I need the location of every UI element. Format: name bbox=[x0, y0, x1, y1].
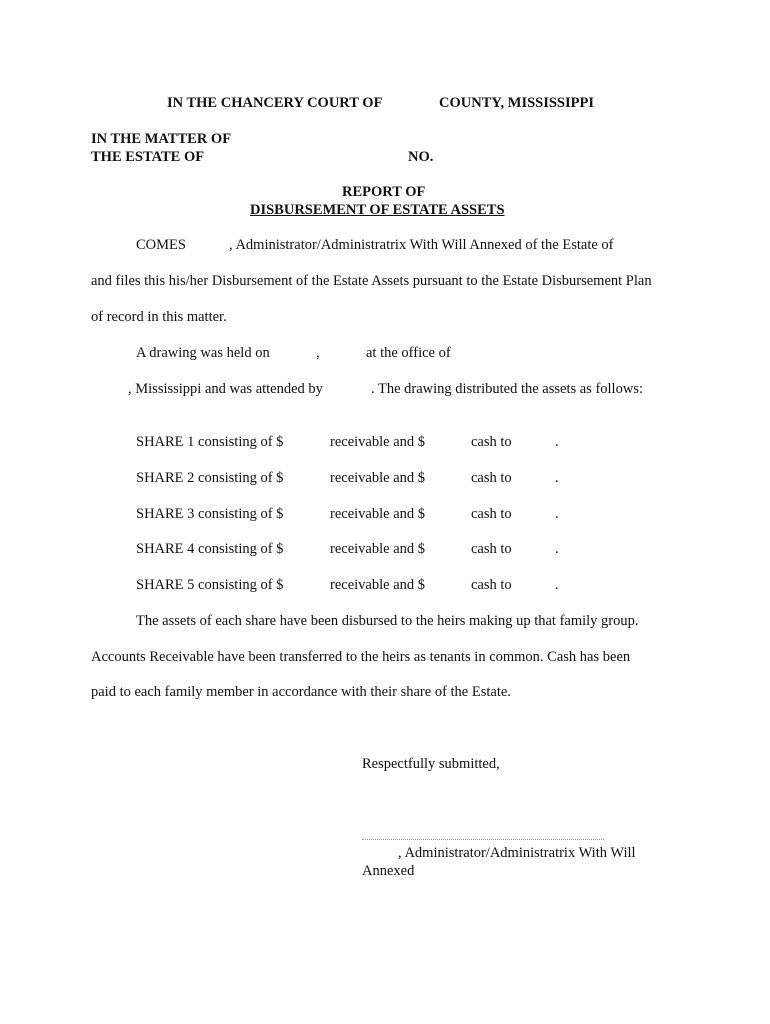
share-label: SHARE 4 consisting of $ bbox=[136, 541, 284, 557]
matter-line-2: THE ESTATE OF bbox=[91, 149, 205, 165]
share-cash: cash to bbox=[471, 434, 512, 450]
share-cash: cash to bbox=[471, 577, 512, 593]
share-end: . bbox=[555, 434, 559, 450]
share-receivable: receivable and $ bbox=[330, 577, 426, 593]
mississippi-attended-text: , Mississippi and was attended by bbox=[128, 381, 323, 397]
comes-word: COMES bbox=[136, 237, 186, 253]
body-line-2: and files this his/her Disbursement of the Estate Assets pursuant to the Estate Disbursement Plan bbox=[91, 273, 652, 289]
share-cash: cash to bbox=[471, 470, 512, 486]
court-name-prefix: IN THE CHANCERY COURT OF bbox=[167, 95, 383, 111]
respectfully-submitted: Respectfully submitted, bbox=[362, 756, 500, 772]
signature-line bbox=[362, 839, 604, 840]
drawing-held-text: A drawing was held on bbox=[136, 345, 270, 361]
court-county-suffix: COUNTY, MISSISSIPPI bbox=[439, 95, 594, 111]
case-number-label: NO. bbox=[408, 149, 434, 165]
share-label: SHARE 3 consisting of $ bbox=[136, 506, 284, 522]
comes-rest: , Administrator/Administratrix With Will Annexed of the Estate of bbox=[229, 237, 614, 253]
share-end: . bbox=[555, 541, 559, 557]
closing-line-3: paid to each family member in accordance with their share of the Estate. bbox=[91, 684, 511, 700]
share-cash: cash to bbox=[471, 541, 512, 557]
share-receivable: receivable and $ bbox=[330, 506, 426, 522]
share-end: . bbox=[555, 506, 559, 522]
closing-line-2: Accounts Receivable have been transferred to the heirs as tenants in common. Cash has been bbox=[91, 649, 631, 665]
share-label: SHARE 1 consisting of $ bbox=[136, 434, 284, 450]
distributed-text: . The drawing distributed the assets as follows: bbox=[371, 381, 643, 397]
share-receivable: receivable and $ bbox=[330, 434, 426, 450]
signer-role-line-1: , Administrator/Administratrix With Will bbox=[398, 845, 636, 861]
office-of-text: at the office of bbox=[366, 345, 451, 361]
share-end: . bbox=[555, 470, 559, 486]
date-comma: , bbox=[316, 345, 320, 361]
share-label: SHARE 5 consisting of $ bbox=[136, 577, 284, 593]
share-cash: cash to bbox=[471, 506, 512, 522]
share-receivable: receivable and $ bbox=[330, 470, 426, 486]
share-end: . bbox=[555, 577, 559, 593]
document-title-line-1: REPORT OF bbox=[342, 184, 426, 200]
share-receivable: receivable and $ bbox=[330, 541, 426, 557]
signer-role-line-2: Annexed bbox=[362, 863, 415, 879]
document-title-line-2: DISBURSEMENT OF ESTATE ASSETS bbox=[250, 202, 505, 218]
body-line-3: of record in this matter. bbox=[91, 309, 227, 325]
share-label: SHARE 2 consisting of $ bbox=[136, 470, 284, 486]
matter-line-1: IN THE MATTER OF bbox=[91, 131, 232, 147]
closing-line-1: The assets of each share have been disbursed to the heirs making up that family group. bbox=[136, 613, 639, 629]
